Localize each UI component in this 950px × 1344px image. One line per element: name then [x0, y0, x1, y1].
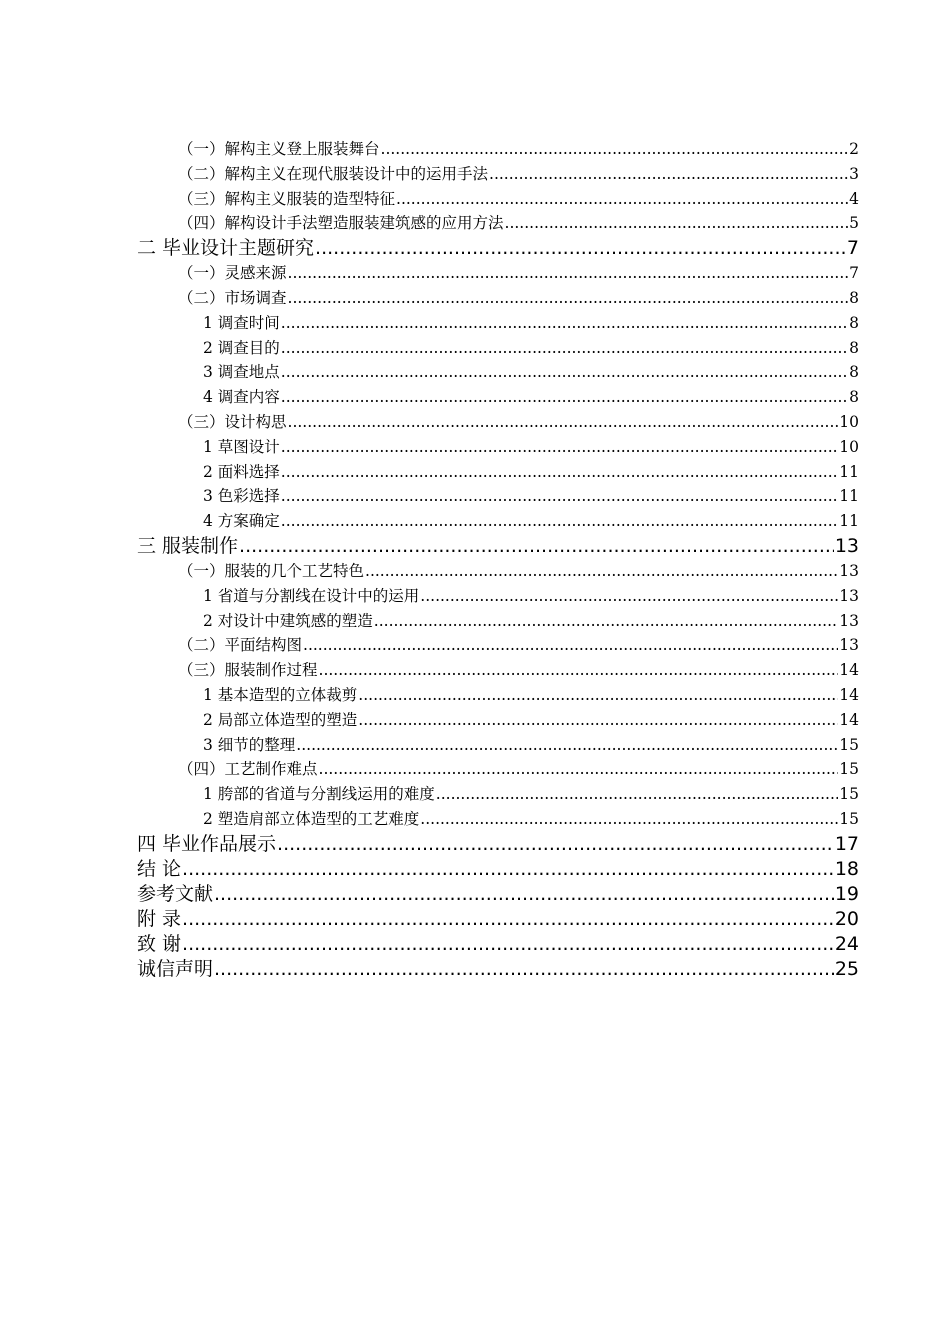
- toc-page-number: 8: [849, 363, 859, 382]
- toc-page-number: 11: [839, 462, 859, 481]
- toc-entry[interactable]: [0, 410, 950, 435]
- toc-dot-leader: [281, 460, 838, 485]
- toc-entry[interactable]: [0, 683, 950, 708]
- toc-page-number: 20: [834, 907, 859, 930]
- toc-dot-leader: [296, 733, 838, 758]
- toc-entry-title: 3 色彩选择: [203, 487, 280, 506]
- toc-dot-leader: [239, 534, 834, 559]
- toc-dot-leader: [214, 957, 834, 982]
- toc-entry-title: （四）工艺制作难点: [178, 760, 318, 779]
- toc-entry-title: （二）解构主义在现代服装设计中的运用手法: [178, 164, 489, 183]
- toc-entry-title: 1 省道与分割线在设计中的运用: [203, 586, 420, 605]
- toc-page-number: 13: [839, 561, 859, 580]
- toc-dot-leader: [288, 410, 839, 435]
- toc-dot-leader: [281, 311, 848, 336]
- toc-page-number: 8: [849, 388, 859, 407]
- toc-entry[interactable]: [0, 907, 950, 932]
- toc-entry-title: 2 面料选择: [203, 462, 280, 481]
- toc-entry[interactable]: [0, 137, 950, 162]
- toc-page-number: 7: [846, 237, 859, 260]
- toc-page-number: 14: [839, 661, 859, 680]
- toc-dot-leader: [281, 509, 838, 534]
- toc-entry[interactable]: [0, 311, 950, 336]
- toc-dot-leader: [420, 807, 838, 832]
- toc-entry-title: （二）市场调查: [178, 288, 287, 307]
- toc-dot-leader: [374, 609, 838, 634]
- toc-entry[interactable]: [0, 807, 950, 832]
- toc-entry[interactable]: [0, 534, 950, 559]
- toc-entry[interactable]: [0, 757, 950, 782]
- toc-entry[interactable]: [0, 385, 950, 410]
- toc-entry-title: 附 录: [137, 907, 182, 930]
- table-of-contents: [0, 137, 950, 982]
- toc-page-number: 14: [839, 710, 859, 729]
- toc-dot-leader: [288, 286, 849, 311]
- toc-entry[interactable]: [0, 882, 950, 907]
- toc-page-number: 15: [839, 809, 859, 828]
- toc-dot-leader: [358, 683, 838, 708]
- toc-entry[interactable]: [0, 261, 950, 286]
- toc-entry[interactable]: [0, 559, 950, 584]
- toc-entry[interactable]: [0, 782, 950, 807]
- toc-entry-title: 致 谢: [137, 932, 182, 955]
- toc-page-number: 15: [839, 760, 859, 779]
- toc-page-number: 19: [834, 882, 859, 905]
- toc-dot-leader: [489, 162, 848, 187]
- toc-dot-leader: [182, 857, 834, 882]
- toc-page-number: 13: [839, 611, 859, 630]
- toc-page-number: 18: [834, 857, 859, 880]
- toc-entry[interactable]: [0, 360, 950, 385]
- toc-entry[interactable]: [0, 633, 950, 658]
- toc-entry[interactable]: [0, 609, 950, 634]
- toc-page-number: 8: [849, 288, 859, 307]
- toc-dot-leader: [315, 236, 846, 261]
- toc-entry[interactable]: [0, 211, 950, 236]
- toc-entry[interactable]: [0, 957, 950, 982]
- toc-entry-title: （四）解构设计手法塑造服装建筑感的应用方法: [178, 214, 504, 233]
- toc-dot-leader: [281, 484, 838, 509]
- toc-entry-title: （一）服装的几个工艺特色: [178, 561, 365, 580]
- toc-dot-leader: [214, 882, 834, 907]
- toc-entry[interactable]: [0, 460, 950, 485]
- toc-dot-leader: [436, 782, 838, 807]
- toc-entry[interactable]: [0, 286, 950, 311]
- toc-page-number: 15: [839, 735, 859, 754]
- toc-dot-leader: [365, 559, 838, 584]
- toc-page-number: 13: [834, 534, 859, 557]
- toc-entry[interactable]: [0, 484, 950, 509]
- toc-entry[interactable]: [0, 584, 950, 609]
- toc-entry[interactable]: [0, 187, 950, 212]
- toc-dot-leader: [505, 211, 849, 236]
- toc-dot-leader: [319, 757, 839, 782]
- toc-entry[interactable]: [0, 236, 950, 261]
- toc-dot-leader: [358, 708, 838, 733]
- toc-dot-leader: [281, 360, 848, 385]
- toc-page-number: 7: [849, 264, 859, 283]
- toc-entry[interactable]: [0, 708, 950, 733]
- toc-page-number: 10: [839, 412, 859, 431]
- toc-entry[interactable]: [0, 857, 950, 882]
- toc-entry-title: （一）灵感来源: [178, 264, 287, 283]
- toc-entry-title: 2 对设计中建筑感的塑造: [203, 611, 373, 630]
- toc-entry-title: 1 胯部的省道与分割线运用的难度: [203, 785, 435, 804]
- toc-page-number: 8: [849, 313, 859, 332]
- toc-page-number: 2: [849, 140, 859, 158]
- toc-page-number: 24: [834, 932, 859, 955]
- toc-page-number: 11: [839, 487, 859, 506]
- toc-entry-title: 4 方案确定: [203, 512, 280, 531]
- toc-entry-title: （三）解构主义服装的造型特征: [178, 189, 396, 208]
- toc-entry-title: 3 细节的整理: [203, 735, 296, 754]
- toc-page-number: 8: [849, 338, 859, 357]
- toc-entry[interactable]: [0, 658, 950, 683]
- toc-page-number: 4: [849, 189, 859, 208]
- toc-entry[interactable]: [0, 509, 950, 534]
- toc-page-number: 25: [834, 957, 859, 980]
- toc-dot-leader: [420, 584, 838, 609]
- toc-entry-title: 4 调查内容: [203, 388, 280, 407]
- toc-dot-leader: [303, 633, 838, 658]
- toc-page-number: 11: [839, 512, 859, 531]
- toc-entry[interactable]: [0, 733, 950, 758]
- toc-entry-title: 2 局部立体造型的塑造: [203, 710, 358, 729]
- toc-entry-title: （一）解构主义登上服装舞台: [178, 140, 380, 158]
- toc-page-number: 5: [849, 214, 859, 233]
- toc-entry-title: （二）平面结构图: [178, 636, 303, 655]
- toc-page-number: 13: [839, 586, 859, 605]
- toc-entry-title: 1 调查时间: [203, 313, 280, 332]
- toc-page-number: 3: [849, 164, 859, 183]
- toc-entry[interactable]: [0, 832, 950, 857]
- toc-dot-leader: [277, 832, 834, 857]
- toc-dot-leader: [182, 932, 834, 957]
- toc-page-number: 14: [839, 685, 859, 704]
- toc-entry[interactable]: [0, 435, 950, 460]
- toc-entry-title: 1 草图设计: [203, 437, 280, 456]
- toc-entry-title: 诚信声明: [137, 957, 214, 980]
- toc-entry-title: 参考文献: [137, 882, 214, 905]
- toc-dot-leader: [381, 137, 849, 162]
- toc-page-number: 15: [839, 785, 859, 804]
- toc-entry-title: 1 基本造型的立体裁剪: [203, 685, 358, 704]
- toc-dot-leader: [281, 385, 848, 410]
- toc-entry-title: 2 调查目的: [203, 338, 280, 357]
- toc-entry[interactable]: [0, 162, 950, 187]
- toc-page-number: 17: [834, 832, 859, 855]
- toc-entry[interactable]: [0, 336, 950, 361]
- toc-dot-leader: [396, 187, 848, 212]
- toc-entry-title: 二 毕业设计主题研究: [137, 237, 315, 260]
- toc-dot-leader: [281, 336, 848, 361]
- toc-page-number: 10: [839, 437, 859, 456]
- toc-entry-title: 3 调查地点: [203, 363, 280, 382]
- toc-page-number: 13: [839, 636, 859, 655]
- toc-entry-title: （三）设计构思: [178, 412, 287, 431]
- toc-entry-title: 2 塑造肩部立体造型的工艺难度: [203, 809, 420, 828]
- toc-dot-leader: [281, 435, 838, 460]
- toc-entry[interactable]: [0, 932, 950, 957]
- toc-dot-leader: [182, 907, 834, 932]
- toc-entry-title: 三 服装制作: [137, 534, 239, 557]
- toc-entry-title: （三）服装制作过程: [178, 661, 318, 680]
- toc-dot-leader: [319, 658, 839, 683]
- toc-entry-title: 结 论: [137, 857, 182, 880]
- toc-dot-leader: [288, 261, 849, 286]
- toc-entry-title: 四 毕业作品展示: [137, 832, 277, 855]
